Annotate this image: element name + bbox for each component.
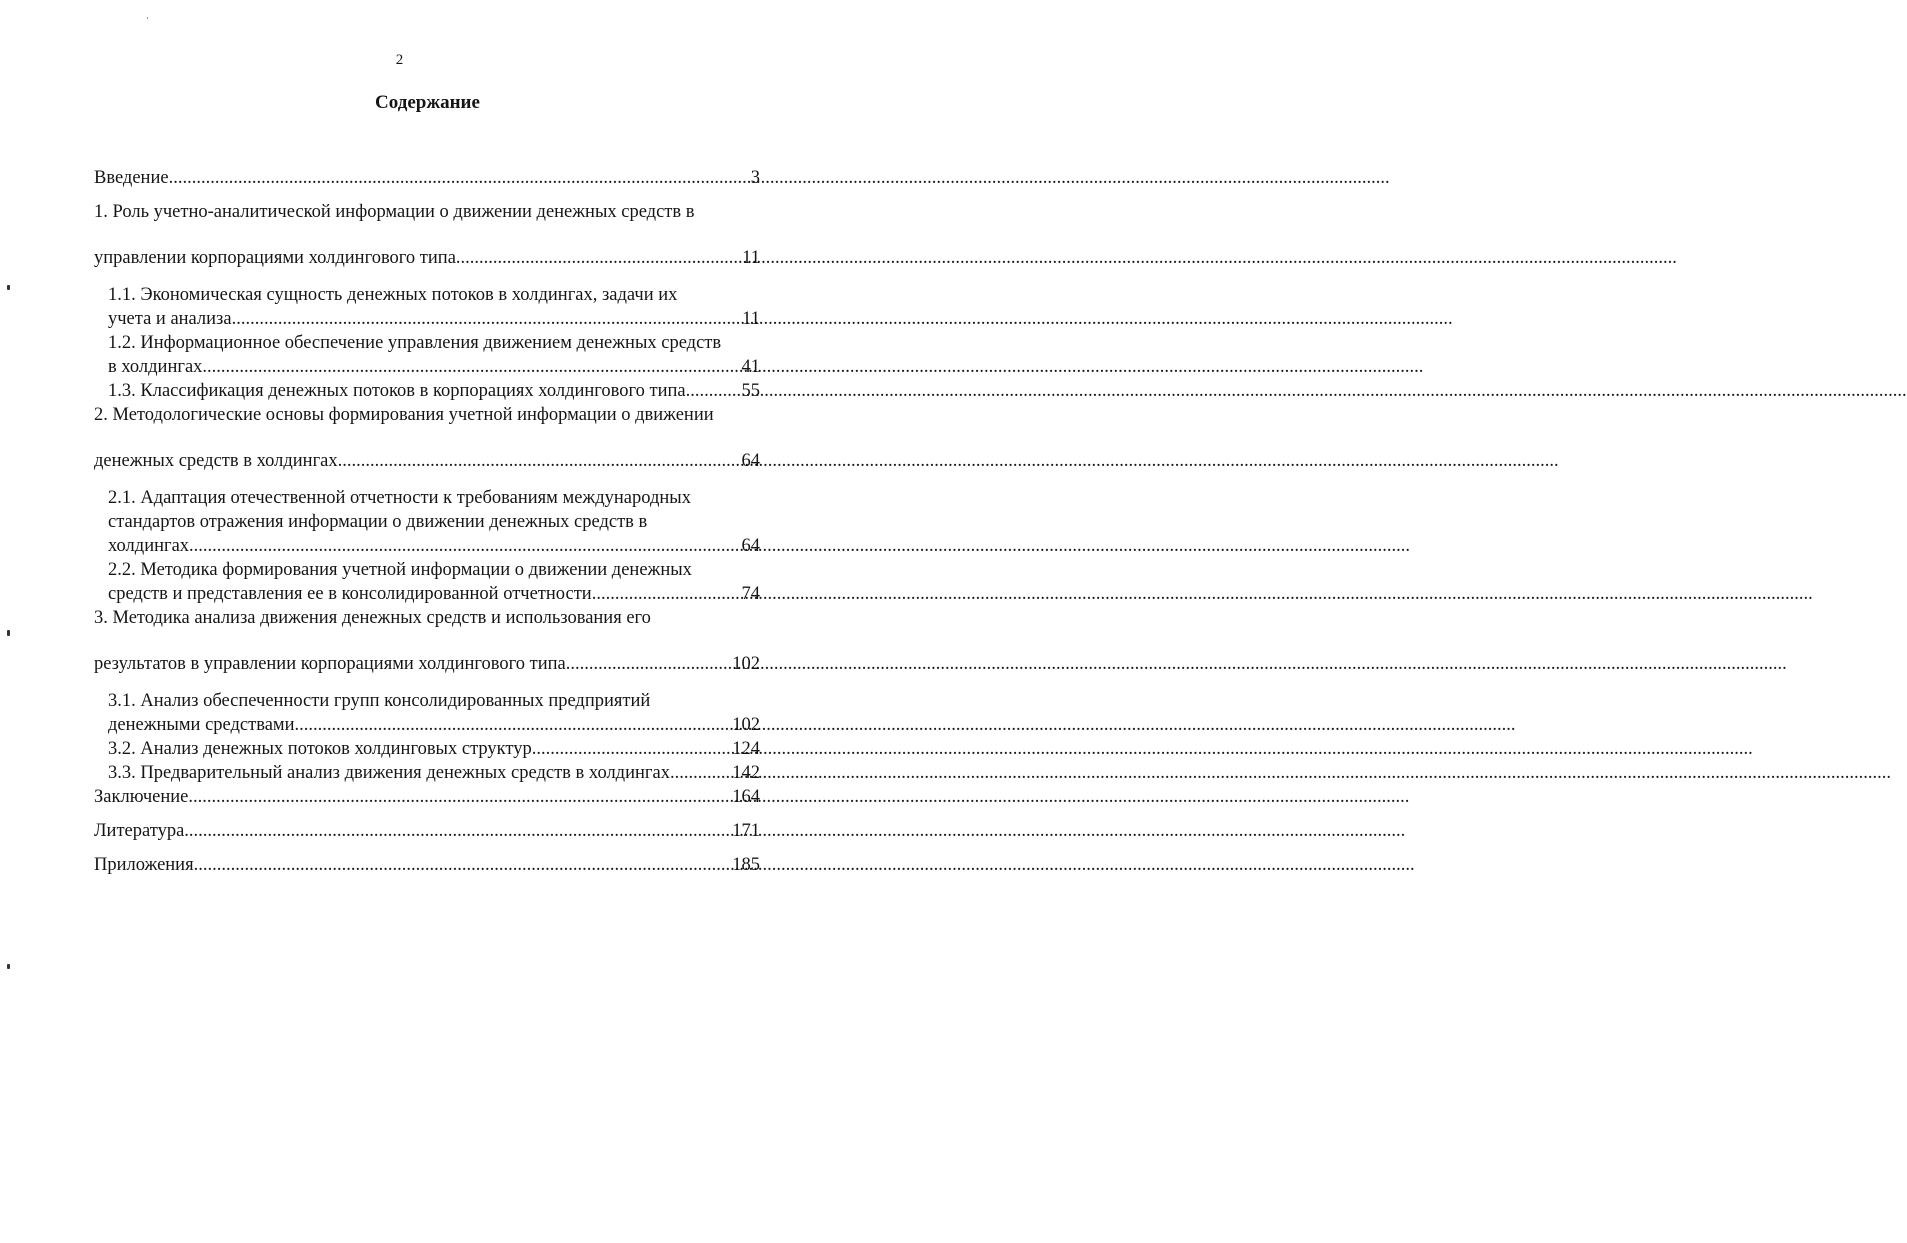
- toc-page-number: 142: [732, 763, 760, 783]
- toc-entry-text: холдингах: [108, 536, 190, 556]
- toc-entry-text: 1.3. Классификация денежных потоков в корпорациях холдингового типа: [108, 381, 686, 401]
- toc-entry-text: 1. Роль учетно-аналитической информации о движении денежных средств в: [94, 202, 695, 222]
- dot-leader: [184, 819, 729, 843]
- toc-entry-text: 2.2. Методика формирования учетной информации о движении денежных: [108, 560, 692, 580]
- scan-mark: [7, 285, 10, 290]
- toc-entry-text: Литература: [94, 821, 185, 841]
- toc-page-number: 171: [732, 821, 760, 841]
- scan-mark: [147, 17, 148, 19]
- toc-page-number: 64: [741, 451, 760, 471]
- toc-entry-section-1-1[interactable]: [94, 283, 760, 331]
- toc-entry-literature[interactable]: [94, 819, 760, 843]
- toc-entry-intro[interactable]: [94, 166, 760, 190]
- toc-entry-section-2-2[interactable]: [94, 558, 760, 606]
- toc-entry-section-2-1[interactable]: [94, 486, 760, 558]
- toc-page-number: 3: [750, 168, 760, 188]
- toc-entry-text: 3.1. Анализ обеспеченности групп консолидированных предприятий: [108, 691, 651, 711]
- toc-entry-section-3-3[interactable]: [94, 761, 760, 785]
- toc-page-number: 11: [742, 248, 760, 268]
- dot-leader: [670, 761, 729, 785]
- dot-leader: [686, 379, 739, 403]
- scan-mark: [7, 630, 10, 636]
- toc-entry-section-1-3[interactable]: [94, 379, 760, 403]
- toc-entry-chapter-2[interactable]: [94, 403, 760, 473]
- toc-entry-text: денежных средств в холдингах: [94, 451, 338, 471]
- toc-entry-text: в холдингах: [108, 357, 203, 377]
- page-title: Содержание: [375, 92, 480, 113]
- toc-entry-text: 1.2. Информационное обеспечение управления движением денежных средств: [108, 333, 722, 353]
- page-number: 2: [395, 52, 404, 68]
- toc-entry-section-3-1[interactable]: [94, 689, 760, 737]
- toc-page-number: 11: [742, 309, 760, 329]
- toc-entry-text: 3.3. Предварительный анализ движения денежных средств в холдингах: [108, 763, 670, 783]
- toc-entry-text: управлении корпорациями холдингового типа: [94, 248, 456, 268]
- dot-leader: [456, 246, 739, 270]
- toc-page-number: 185: [732, 855, 760, 875]
- toc-entry-text: учета и анализа: [108, 309, 232, 329]
- dot-leader: [338, 449, 739, 473]
- dot-leader: [232, 307, 740, 331]
- dot-leader: [169, 166, 748, 190]
- toc-page-number: 64: [741, 536, 760, 556]
- toc-entry-text: 2.1. Адаптация отечественной отчетности к требованиям международных: [108, 488, 691, 508]
- toc-entry-text: стандартов отражения информации о движении денежных средств в: [108, 512, 648, 532]
- dot-leader: [295, 713, 730, 737]
- toc-page-number: 41: [741, 357, 760, 377]
- dot-leader: [532, 737, 730, 761]
- toc-entry-conclusion[interactable]: [94, 785, 760, 809]
- toc-page-number: 102: [732, 715, 760, 735]
- toc-page-number: 102: [732, 654, 760, 674]
- toc-entry-text: Приложения: [94, 855, 194, 875]
- toc-page-number: 74: [741, 584, 760, 604]
- toc-entry-text: Введение: [94, 168, 169, 188]
- toc-entry-text: 3.2. Анализ денежных потоков холдинговых структур: [108, 739, 532, 759]
- toc-entry-text: 3. Методика анализа движения денежных средств и использования его: [94, 608, 651, 628]
- dot-leader: [189, 534, 738, 558]
- toc-entry-text: 1.1. Экономическая сущность денежных потоков в холдингах, задачи их: [108, 285, 678, 305]
- table-of-contents: [94, 166, 760, 877]
- toc-entry-section-1-2[interactable]: [94, 331, 760, 379]
- dot-leader: [194, 853, 730, 877]
- toc-entry-chapter-3[interactable]: [94, 606, 760, 676]
- toc-page-number: 164: [732, 787, 760, 807]
- dot-leader: [566, 652, 729, 676]
- toc-entry-appendix[interactable]: [94, 853, 760, 877]
- toc-page-number: 55: [741, 381, 760, 401]
- toc-page-number: 124: [732, 739, 760, 759]
- dot-leader: [592, 582, 739, 606]
- scan-mark: [7, 964, 10, 969]
- toc-entry-text: Заключение: [94, 787, 189, 807]
- dot-leader: [188, 785, 729, 809]
- toc-entry-text: денежными средствами: [108, 715, 295, 735]
- toc-entry-text: средств и представления ее в консолидированной отчетности: [108, 584, 592, 604]
- toc-entry-text: результатов в управлении корпорациями холдингового типа: [94, 654, 566, 674]
- toc-entry-text: 2. Методологические основы формирования учетной информации о движении: [94, 405, 714, 425]
- dot-leader: [202, 355, 738, 379]
- toc-entry-section-3-2[interactable]: [94, 737, 760, 761]
- toc-entry-chapter-1[interactable]: [94, 200, 760, 270]
